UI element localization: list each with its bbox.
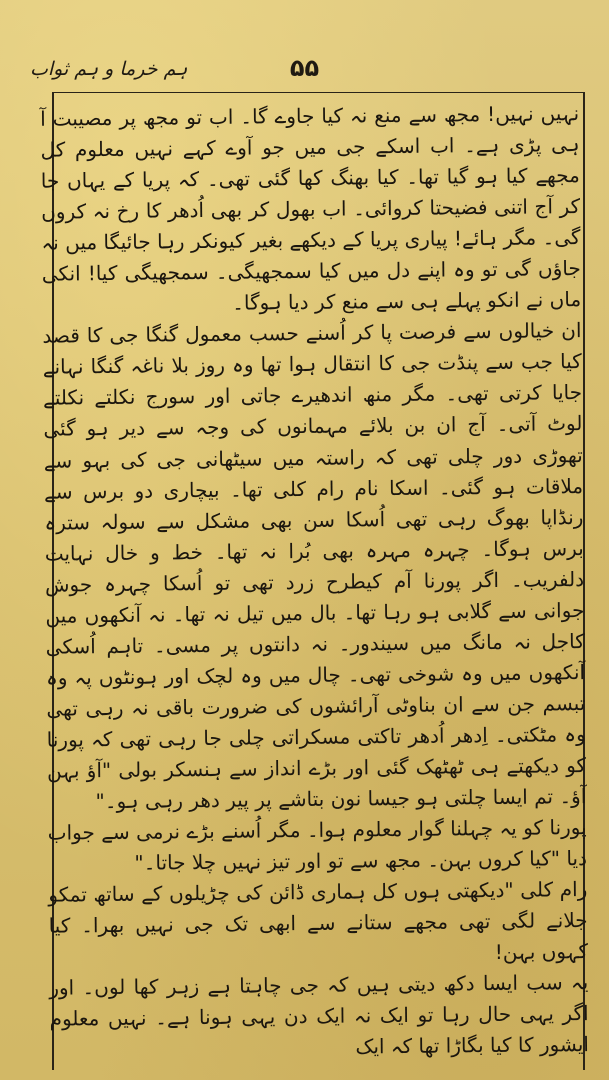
page-number: ۵۵ <box>289 54 320 82</box>
body-text <box>40 98 595 1066</box>
paragraph-5: یہ سب ایسا دکھ دیتی ہیں کہ جی چاہتا ہے زہر کھا لوں۔ اور اگر یہی حال رہا تو ایک نہ ایک دن یہی ہونا ہے۔ نہیں معلوم ایشور کا کیا بگاڑا تھا کہ ایک <box>49 970 590 1059</box>
paragraph-1: نہیں نہیں! مجھ سے منع نہ کیا جاوے گا۔ اب تو مجھ پر مصیبت آ ہی پڑی ہے۔ اب اسکے جی میں جو آوے کہے نہیں معلوم کل مجھے کیا ہو گیا تھا۔ کیا بھنگ کھا گئی تھی۔ کہ پریا کے یہاں جا کر آج اتنی فضیحتا کروائی۔ اب بھول کر بھی اُدھر کا رخ نہ کروں گی۔ مگر ہائے! پیاری پریا کے دیکھے بغیر کیونکر رہا جائیگا میں نہ جاؤں گی تو وہ اپنے دل میں کیا سمجھیگی۔ سمجھیگی کیا! انکی ماں نے انکو پہلے ہی سے منع کر دیا ہوگا۔ <box>40 101 582 315</box>
paragraph-2: ان خیالوں سے فرصت پا کر اُسنے حسب معمول گنگا جی کا قصد کیا جب سے پنڈت جی کا انتقال ہوا تھا وہ روز بلا ناغہ گنگا نہانے جایا کرتی تھی۔ مگر منھ اندھیرے جاتی اور سورج نکلتے نکلتے لوٹ آتی۔ آج ان بن بلائے مہمانوں کی وجہ سے دیر ہو گئی تھوڑی دور چلی تھی کہ راستہ میں سیٹھانی جی کی بہو سے ملاقات ہو گئی۔ اسکا نام رام کلی تھا۔ بیچاری دو برس سے رنڈاپا بھوگ رہی تھی اُسکا سن بھی مشکل سے سولہ سترہ برس ہوگا۔ چہرہ مہرہ بھی بُرا نہ تھا۔ خط و خال نہایت دلفریب۔ اگر پورنا آم کیطرح زرد تھی تو اُسکا چہرہ جوش جوانی سے گلابی ہو رہا تھا۔ بال میں تیل نہ تھا۔ نہ آنکھوں میں کاجل نہ مانگ میں سیندور۔ نہ دانتوں پر مسی۔ تاہم اُسکی آنکھوں میں وہ شوخی تھی۔ چال میں وہ لچک اور ہونٹوں پہ وہ تبسم جن سے ان بناوٹی آرائشوں کی ضرورت باقی نہ رہی تھی وہ مٹکتی۔ اِدھر اُدھر تاکتی مسکراتی چلی جا رہی تھی کہ پورنا کو دیکھتے ہی ٹھٹھک گئی اور بڑے انداز سے ہنسکر بولی "آؤ بہن آؤ۔ تم ایسا چلتی ہو جیسا نون بتاشے پر پیر دھر رہی ہو۔" <box>42 318 587 814</box>
paragraph-4: رام کلی "دیکھتی ہوں کل ہماری ڈائن کی چڑیلوں کے ساتھ تمکو جلانے لگی تھی مجھے ستانے سے ابھی تک جی نہیں بھرا۔ کیا کہوں بہن! <box>48 877 589 965</box>
page-header <box>30 50 579 90</box>
running-title: ہم خرما و ہم ثواب <box>30 58 188 80</box>
paragraph-3: پورنا کو یہ چہلنا گوار معلوم ہوا۔ مگر اُسنے بڑے نرمی سے جواب دیا "کیا کروں بہن۔ مجھ سے تو اور تیز نہیں چلا جاتا۔" <box>47 815 588 875</box>
